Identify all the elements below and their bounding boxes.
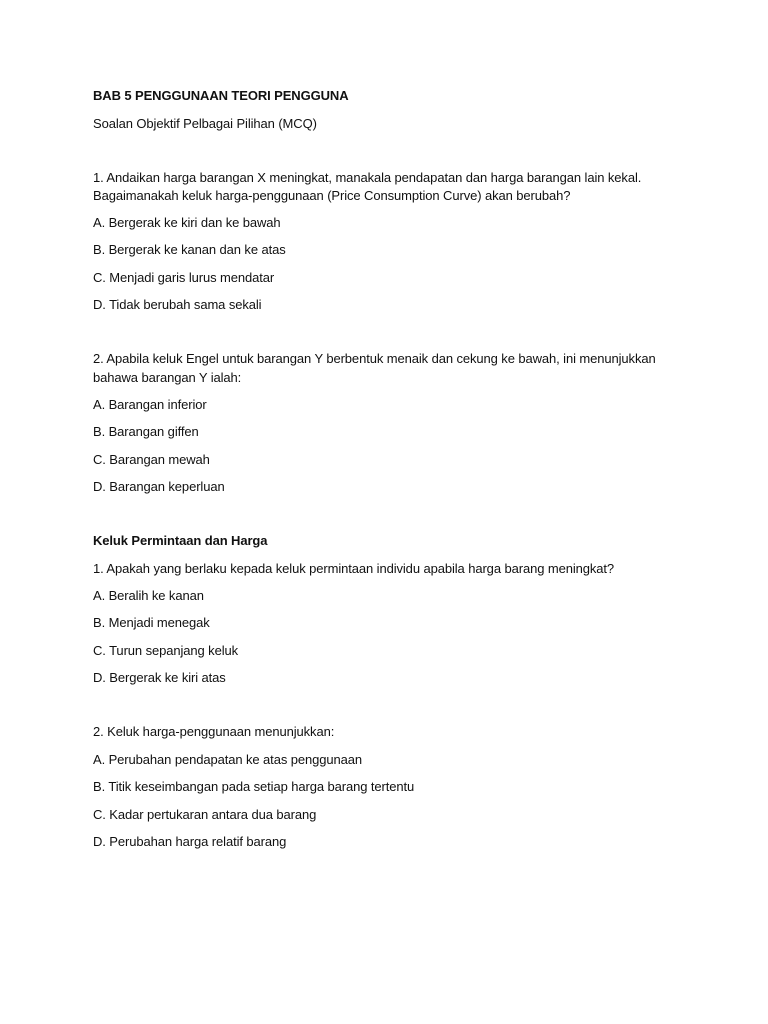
answer-option: D. Perubahan harga relatif barang [93, 834, 287, 849]
answer-option: D. Barangan keperluan [93, 479, 225, 494]
answer-option: C. Barangan mewah [93, 452, 210, 467]
answer-option: A. Barangan inferior [93, 397, 207, 412]
answer-option: B. Menjadi menegak [93, 615, 210, 630]
answer-option: B. Titik keseimbangan pada setiap harga barang tertentu [93, 779, 415, 794]
answer-option: B. Barangan giffen [93, 424, 199, 439]
question-text: Bagaimanakah keluk harga-penggunaan (Price Consumption Curve) akan berubah? [93, 188, 571, 203]
answer-option: A. Bergerak ke kiri dan ke bawah [93, 215, 281, 230]
answer-option: A. Beralih ke kanan [93, 588, 204, 603]
question-text: 1. Apakah yang berlaku kepada keluk permintaan individu apabila harga barang meningkat? [93, 561, 615, 576]
answer-option: B. Bergerak ke kanan dan ke atas [93, 242, 286, 257]
answer-option: C. Kadar pertukaran antara dua barang [93, 807, 317, 822]
answer-option: C. Menjadi garis lurus mendatar [93, 270, 275, 285]
document-subtitle: Soalan Objektif Pelbagai Pilihan (MCQ) [93, 116, 317, 131]
document-title: BAB 5 PENGGUNAAN TEORI PENGGUNA [93, 88, 349, 103]
question-text: bahawa barangan Y ialah: [93, 370, 242, 385]
question-text: 1. Andaikan harga barangan X meningkat, manakala pendapatan dan harga barangan lain kekal. [93, 170, 642, 185]
answer-option: D. Bergerak ke kiri atas [93, 670, 226, 685]
section-heading: Keluk Permintaan dan Harga [93, 533, 268, 548]
question-text: 2. Apabila keluk Engel untuk barangan Y berbentuk menaik dan cekung ke bawah, ini menunjukkan [93, 351, 656, 366]
answer-option: D. Tidak berubah sama sekali [93, 297, 262, 312]
question-text: 2. Keluk harga-penggunaan menunjukkan: [93, 724, 335, 739]
answer-option: C. Turun sepanjang keluk [93, 643, 239, 658]
answer-option: A. Perubahan pendapatan ke atas penggunaan [93, 752, 363, 767]
